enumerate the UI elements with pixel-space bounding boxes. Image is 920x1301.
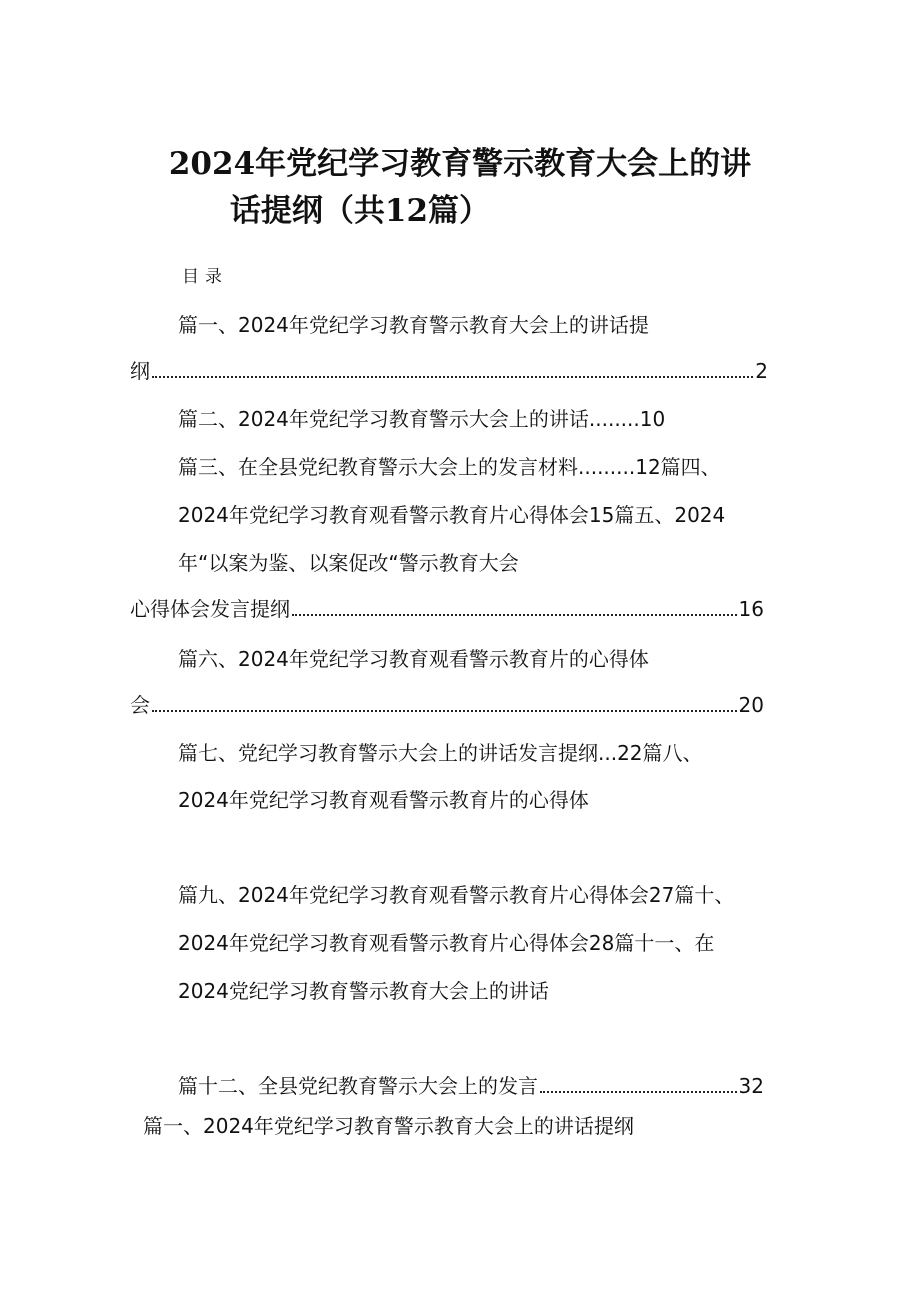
toc-entry-3[interactable]: 篇三、在全县党纪教育警示大会上的发言材料.........12篇四、 — [178, 455, 721, 479]
leader-dots — [152, 376, 753, 378]
leader-dots — [540, 1091, 737, 1093]
toc-entry-7[interactable]: 篇七、党纪学习教育警示大会上的讲话发言提纲...22篇八、 — [178, 741, 703, 765]
toc-entry-11[interactable]: 2024党纪学习教育警示教育大会上的讲话 — [178, 979, 549, 1003]
toc-entry-4[interactable]: 2024年党纪学习教育观看警示教育片心得体会15篇五、2024 — [178, 503, 726, 527]
section-heading: 篇一、2024年党纪学习教育警示教育大会上的讲话提纲 — [143, 1114, 634, 1138]
toc-page-number: 2 — [755, 359, 768, 383]
toc-page-number: 32 — [738, 1074, 764, 1098]
toc-entry-12[interactable] — [178, 1071, 764, 1101]
document-title-line-1: 2024年党纪学习教育警示教育大会上的讲 — [168, 146, 752, 182]
toc-label: 目录 — [182, 267, 228, 287]
toc-entry-5-continued[interactable] — [130, 594, 764, 624]
toc-entry-1-continued[interactable] — [130, 356, 768, 386]
toc-entry-8[interactable]: 2024年党纪学习教育观看警示教育片的心得体 — [178, 788, 589, 812]
leader-dots — [292, 614, 737, 616]
toc-page-number: 20 — [738, 693, 764, 717]
leader-dots — [152, 710, 737, 712]
toc-entry-5[interactable]: 年“以案为鉴、以案促改“警示教育大会 — [178, 551, 519, 575]
toc-page-number: 16 — [738, 597, 764, 621]
toc-entry-text: 纲 — [130, 359, 150, 383]
toc-entry-6[interactable]: 篇六、2024年党纪学习教育观看警示教育片的心得体 — [178, 647, 649, 671]
toc-entry-10[interactable]: 2024年党纪学习教育观看警示教育片心得体会28篇十一、在 — [178, 931, 715, 955]
toc-entry-text: 篇十二、全县党纪教育警示大会上的发言 — [178, 1074, 538, 1098]
toc-entry-6-continued[interactable] — [130, 690, 764, 720]
document-title-line-2: 话提纲（共12篇） — [229, 193, 491, 229]
toc-entry-text: 会 — [130, 693, 150, 717]
toc-entry-1[interactable]: 篇一、2024年党纪学习教育警示教育大会上的讲话提 — [178, 313, 649, 337]
toc-entry-text: 心得体会发言提纲 — [130, 597, 290, 621]
toc-entry-2[interactable]: 篇二、2024年党纪学习教育警示大会上的讲话........10 — [178, 407, 666, 431]
toc-entry-9[interactable]: 篇九、2024年党纪学习教育观看警示教育片心得体会27篇十、 — [178, 883, 735, 907]
